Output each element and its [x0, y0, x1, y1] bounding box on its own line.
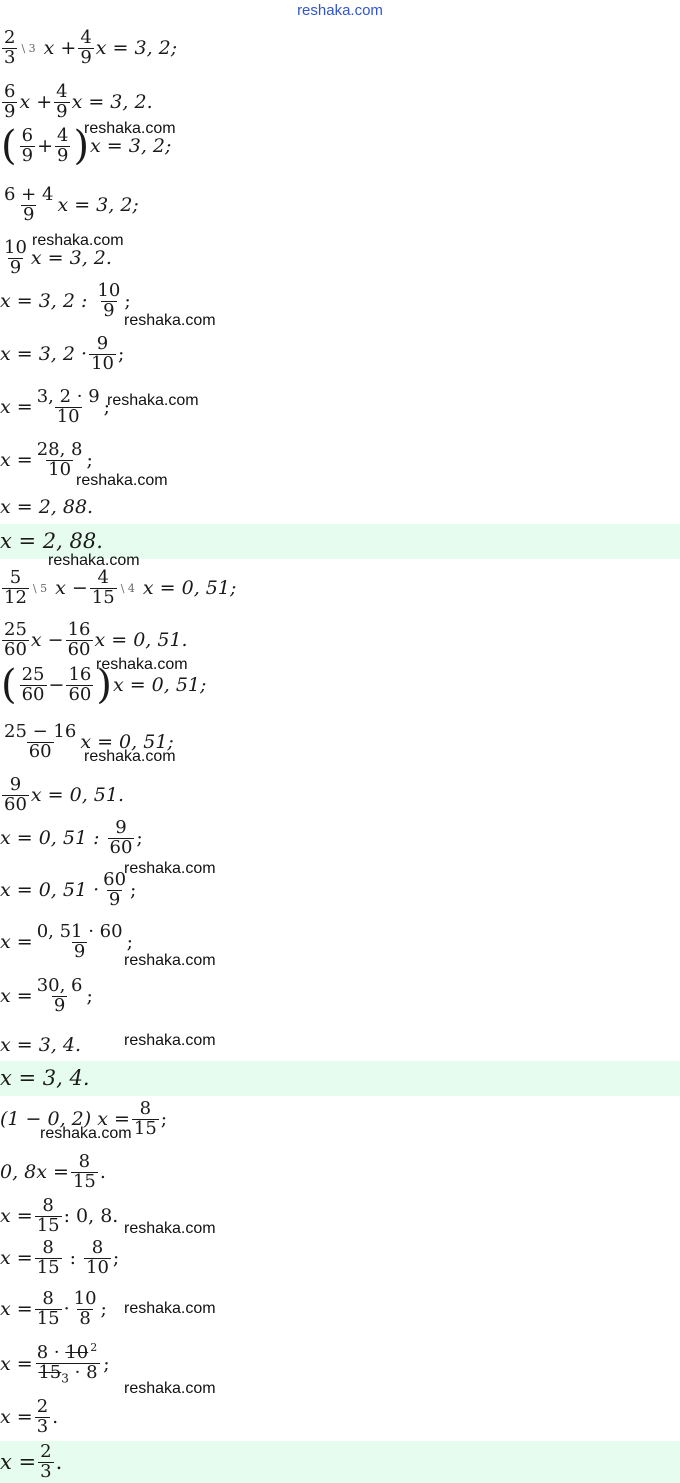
p2-line-1: $\frac{5}{12}$ \ 5 x − $\frac{4}{15}$ \ 4 x = 0, 51;	[4, 566, 237, 608]
watermark: reshaka.com	[107, 392, 199, 409]
watermark: reshaka.com	[84, 748, 176, 765]
p1-line-1: $\frac{2}{3}$ \ 3 x + $\frac{4}{9}$ x = 3, 2;	[4, 26, 178, 68]
p2-line-6: x = 0, 51 : $\frac{9}{60}$ ;	[0, 816, 143, 858]
p1-line-5: $\frac{10}{9}$ x = 3, 2.	[4, 236, 112, 278]
watermark: reshaka.com	[40, 1125, 132, 1142]
p3-line-2: 0, 8x = $\frac{8}{15}$ .	[0, 1150, 106, 1192]
hint-superscript: \ 4	[120, 581, 135, 595]
watermark: reshaka.com	[124, 952, 216, 969]
p2-line-8: x = $\frac{0, 51 \cdot 60}{9}$ ;	[0, 920, 133, 962]
hint-superscript: \ 3	[21, 41, 36, 55]
p1-line-6: x = 3, 2 : $\frac{10}{9}$ ;	[0, 279, 131, 321]
p2-line-5: $\frac{9}{60}$ x = 0, 51.	[4, 773, 125, 815]
watermark: reshaka.com	[124, 1300, 216, 1317]
watermark: reshaka.com	[96, 656, 188, 673]
p2-line-9: x = $\frac{30, 6}{9}$ ;	[0, 974, 93, 1016]
hint-superscript: \ 5	[32, 581, 48, 595]
p2-line-2: $\frac{25}{60}$ x − $\frac{16}{60}$ x = 0, 51.	[4, 618, 188, 660]
watermark: reshaka.com	[124, 860, 216, 877]
p3-line-1: (1 − 0, 2) x = $\frac{8}{15}$ ;	[0, 1097, 168, 1139]
p2-line-4: $\frac{25 - 16}{60}$ x = 0, 51;	[4, 720, 174, 762]
watermark: reshaka.com	[32, 232, 124, 249]
p1-line-7: x = 3, 2 · $\frac{9}{10}$ ;	[0, 332, 125, 374]
p3-answer-band	[0, 1441, 680, 1483]
watermark: reshaka.com	[124, 1220, 216, 1237]
watermark: reshaka.com	[124, 312, 216, 329]
fraction: $\frac{4}{9}$	[80, 26, 92, 68]
p1-answer: x = 2, 88.	[0, 529, 103, 553]
p1-line-4: $\frac{6 + 4}{9}$ x = 3, 2;	[4, 183, 139, 225]
p2-line-7: x = 0, 51 · $\frac{60}{9}$ ;	[0, 868, 137, 910]
p3-line-6: x = $\frac{8 \cdot 10 ^2}{15_3 \cdot 8}$ ;	[0, 1341, 110, 1386]
p1-line-3: ( $\frac{6}{9}$ + $\frac{4}{9}$ ) x = 3, 2;	[1, 123, 172, 169]
p2-line-10: x = 3, 4.	[0, 1034, 82, 1056]
p3-line-5: x = $\frac{8}{15}$ · $\frac{10}{8}$ ;	[0, 1287, 107, 1329]
p3-line-4: x = $\frac{8}{15}$ : $\frac{8}{10}$ ;	[0, 1236, 120, 1278]
p1-line-2: $\frac{6}{9}$ x + $\frac{4}{9}$ x = 3, 2.	[4, 80, 153, 122]
p3-answer: x = $\frac{2}{3}$ .	[0, 1440, 63, 1482]
p2-answer-band	[0, 1061, 680, 1096]
fraction: $\frac{2}{3}$	[4, 26, 16, 68]
watermark: reshaka.com	[76, 472, 168, 489]
p2-answer: x = 3, 4.	[0, 1066, 90, 1090]
p2-line-3: ( $\frac{25}{60}$ − $\frac{16}{60}$ ) x = 0, 51;	[1, 662, 207, 708]
p1-line-8: x = $\frac{3, 2 \cdot 9}{10}$ ;	[0, 385, 111, 427]
p1-line-9: x = $\frac{28, 8}{10}$ ;	[0, 438, 93, 480]
watermark: reshaka.com	[48, 552, 140, 569]
p3-line-3: x = $\frac{8}{15}$ : 0, 8.	[0, 1194, 119, 1236]
site-header-link[interactable]: reshaka.com	[297, 2, 383, 19]
p3-line-7: x = $\frac{2}{3}$ .	[0, 1395, 59, 1437]
watermark: reshaka.com	[124, 1380, 216, 1397]
p1-line-10: x = 2, 88.	[0, 496, 94, 518]
watermark: reshaka.com	[124, 1032, 216, 1049]
watermark: reshaka.com	[84, 120, 176, 137]
